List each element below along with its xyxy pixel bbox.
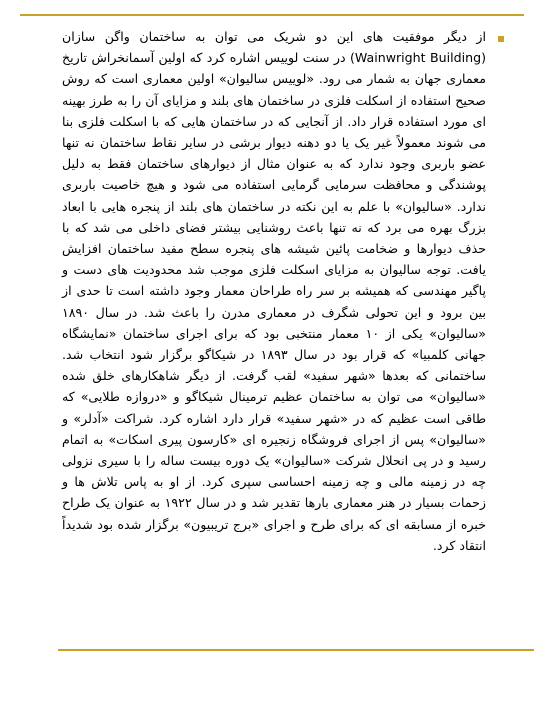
text-block	[62, 26, 486, 556]
square-bullet-icon	[498, 36, 504, 42]
bottom-divider	[58, 649, 534, 651]
top-divider	[20, 14, 524, 16]
body-paragraph: از دیگر موفقیت های این دو شریک می توان به ساختمان واگن سازان (Wainwright Building) در سنت لوییس اشاره کرد که اولین آسمانخراش تاریخ معماری جهان به شمار می رود. «لوییس سالیوان» اولین معماری است که روش صحیح استفاده از اسکلت فلزی در ساختمان های بلند و مزایای آن را به طرز بهینه ای مورد استفاده قرار داد. از آنجایی که در ساختمان هایی که با اسکلت فلزی بنا می شوند معمولاً غیر یک یا دو دهنه دیوار برشی در سایر نقاط ساختمان نه تنها عضو باربری وجود ندارد که به عنوان مثال از دیوارهای ساختمان فقط به دلیل پوشندگی و محافظت سرمایی گرمایی استفاده می شود و هیچ خاصیت باربری ندارد. «سالیوان» با علم به این نکته در ساختمان های بلند از پنجره هایی با ابعاد بزرگ بهره می برد که نه تنها باعث روشنایی بیشتر فضای داخلی می شد که با حذف دیوارها و ضخامت پائین شیشه های پنجره سطح مفید ساختمان افزایش یافت. توجه سالیوان به مزایای اسکلت فلزی موجب شد محدودیت های دست و پاگیر مهندسی که همیشه بر سر راه طراحان معمار وجود داشته است تا حدی از بین برود و این تحولی شگرف در معماری مدرن را باعث شد. در سال ۱۸۹۰ «سالیوان» یکی از ۱۰ معمار منتخبی بود که برای اجرای ساختمان «نمایشگاه جهانی کلمبیا» که قرار بود در سال ۱۸۹۳ در شیکاگو برگزار شود انتخاب شد. ساختمانی که بعدها «شهر سفید» لقب گرفت. از دیگر شاهکارهای خلق شده «سالیوان» می توان به ساختمان عظیم ترمینال شیکاگو و «دروازه طلایی» که طاقی است عظیم که در «شهر سفید» قرار دارد اشاره کرد. شراکت «آدلر» و «سالیوان» پس از اجرای فروشگاه زنجیره ای «کارسون پیری اسکات» به اتمام رسید و در پی انحلال شرکت «سالیوان» یک دوره بیست ساله را با سیری نزولی چه در زمینه مالی و چه زمینه احساسی سپری کرد. از او به پاس تلاش ها و زحمات بسیار در هنر معماری بارها تقدیر شد و در سال ۱۹۲۲ به عنوان یک طراح خبره از مسابقه ای که برای طرح و اجرای «برج تریبیون» برگزار شده بود شدیداً انتقاد کرد.	[62, 29, 487, 553]
